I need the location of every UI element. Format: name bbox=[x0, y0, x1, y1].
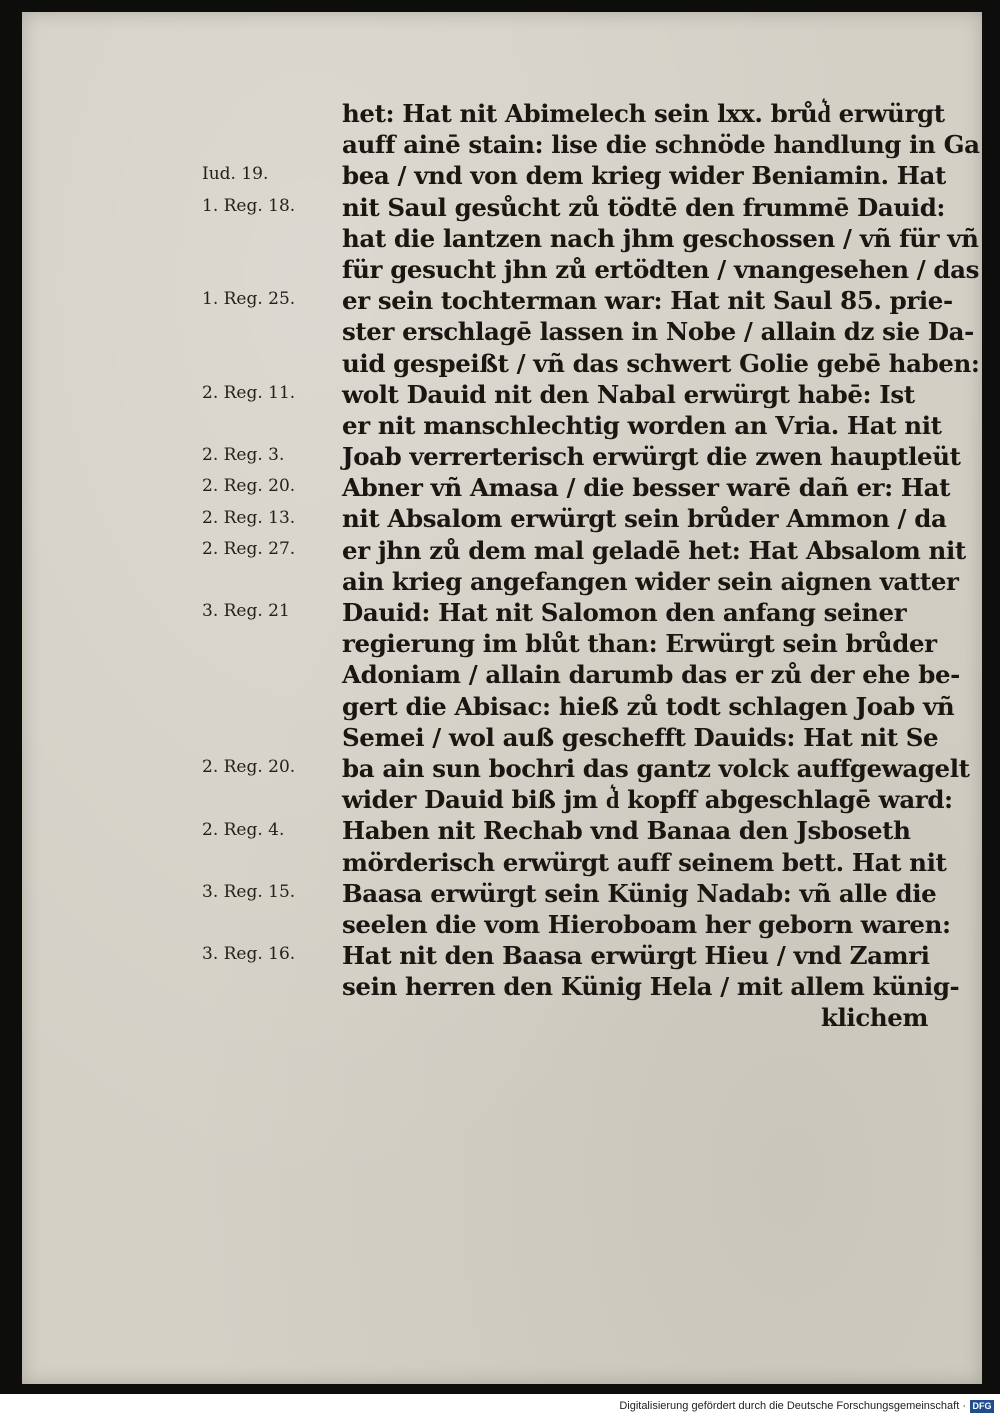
margin-reference: 3. Reg. 16. bbox=[202, 944, 296, 965]
text-line: hat die lantzen nach jhm geschossen / vñ für vñ bbox=[342, 223, 979, 253]
text-line: ain krieg angefangen wider sein aignen vatter bbox=[342, 566, 959, 596]
text-line: wolt Dauid nit den Nabal erwürgt habē: Ist bbox=[342, 379, 915, 409]
text-line: Joab verrerterisch erwürgt die zwen hauptleüt bbox=[342, 442, 961, 472]
margin-reference: 1. Reg. 25. bbox=[202, 289, 296, 310]
text-line: Abner vñ Amasa / die besser warē dañ er: Hat bbox=[342, 473, 951, 503]
text-line: Baasa erwürgt sein Künig Nadab: vñ alle die bbox=[342, 878, 937, 908]
text-line: het: Hat nit Abimelech sein lxx. brůd͛ erwürgt bbox=[342, 99, 945, 128]
text-line: bea / vnd von dem krieg wider Beniamin. Hat bbox=[342, 161, 946, 191]
text-line: er jhn zů dem mal geladē het: Hat Absalom nit bbox=[342, 535, 966, 565]
text-line: ster erschlagē lassen in Nobe / allain dz sie Da- bbox=[342, 317, 974, 347]
text-line: klichem bbox=[820, 1003, 928, 1033]
main-text-block bbox=[342, 98, 980, 1034]
text-line: ba ain sun bochri das gantz volck auffgewagelt bbox=[342, 753, 970, 783]
margin-reference: 2. Reg. 4. bbox=[202, 819, 285, 840]
margin-reference: 2. Reg. 20. bbox=[202, 476, 296, 497]
margin-reference: 3. Reg. 21 bbox=[202, 601, 290, 622]
text-line: uid gespeißt / vñ das schwert Golie gebē haben: bbox=[342, 348, 980, 378]
digitization-footer bbox=[0, 1394, 1000, 1420]
text-line: Hat nit den Baasa erwürgt Hieu / vnd Zamri bbox=[342, 941, 930, 971]
margin-reference: Iud. 19. bbox=[202, 164, 269, 185]
margin-reference: 2. Reg. 11. bbox=[202, 382, 296, 403]
text-line: Adoniam / allain darumb das er zů der ehe be- bbox=[342, 660, 960, 690]
margin-reference: 2. Reg. 3. bbox=[202, 445, 285, 466]
margin-reference: 1. Reg. 18. bbox=[202, 195, 296, 216]
text-line: gert die Abisac: hieß zů todt schlagen Joab vñ bbox=[342, 691, 955, 721]
text-line: Semei / wol auß geschefft Dauids: Hat nit Se bbox=[342, 722, 939, 752]
text-line: nit Absalom erwürgt sein brůder Ammon / da bbox=[342, 504, 947, 534]
margin-reference: 3. Reg. 15. bbox=[202, 882, 296, 902]
text-line: für gesucht jhn zů ertödten / vnangesehen / das bbox=[342, 254, 980, 284]
text-line: er sein tochterman war: Hat nit Saul 85. prie- bbox=[342, 286, 953, 316]
text-line: Dauid: Hat nit Salomon den anfang seiner bbox=[342, 598, 907, 627]
footer-credit: Digitalisierung gefördert durch die Deutsche Forschungsgemeinschaft · bbox=[619, 1400, 966, 1412]
book-page bbox=[22, 12, 982, 1384]
text-line: seelen die vom Hieroboam her geborn waren: bbox=[342, 909, 951, 939]
margin-reference: 2. Reg. 20. bbox=[202, 757, 296, 778]
text-line: sein herren den Künig Hela / mit allem künig- bbox=[342, 972, 960, 1002]
text-line: regierung im blůt than: Erwürgt sein brůder bbox=[342, 629, 937, 659]
text-line: Haben nit Rechab vnd Banaa den Jsboseth bbox=[342, 816, 911, 846]
margin-reference: 2. Reg. 27. bbox=[202, 538, 296, 559]
text-line: er nit manschlechtig worden an Vria. Hat nit bbox=[342, 410, 942, 440]
margin-reference: 2. Reg. 13. bbox=[202, 507, 296, 528]
text-line: wider Dauid biß jm d͛ kopff abgeschlagē ward: bbox=[342, 785, 953, 815]
dfg-logo-icon: DFG bbox=[970, 1400, 994, 1413]
text-line: mörderisch erwürgt auff seinem bett. Hat nit bbox=[342, 847, 947, 877]
text-line: auff ainē stain: lise die schnöde handlung in Ga bbox=[342, 130, 980, 160]
text-line: nit Saul gesůcht zů tödtē den frummē Dauid: bbox=[342, 192, 946, 222]
